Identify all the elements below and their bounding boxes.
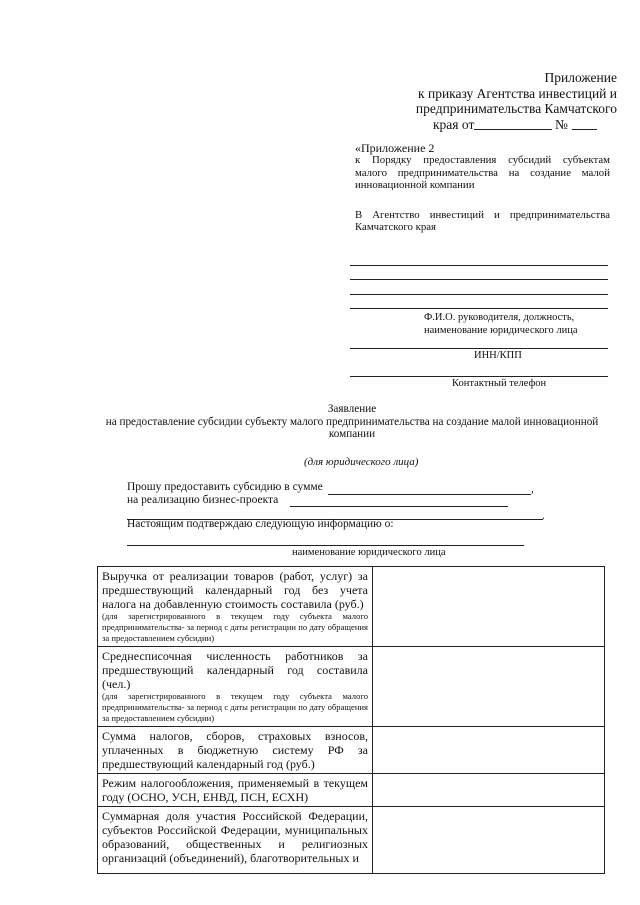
applicant-line-2[interactable] — [350, 279, 608, 280]
row-label: Выручка от реализации товаров (работ, услуг) за предшествующий календарный год без учета налога на добавленную стоимость составила (руб.) — [102, 569, 368, 611]
statement-subtitle-1: на предоставление субсидии субъекту малого предпринимательства на создание малой инновационной — [105, 415, 599, 428]
row-value-cell[interactable] — [373, 647, 605, 727]
for-legal-entity: (для юридического лица) — [304, 456, 419, 468]
inn-label: ИНН/КПП — [474, 350, 522, 361]
request-sum-label: Прошу предоставить субсидию в сумме — [127, 481, 323, 493]
row-label: Режим налогообложения, применяемый в текущем году (ОСНО, УСН, ЕНВД, ПСН, ЕСХН) — [102, 776, 368, 804]
addressee-line-2: Камчатского края — [355, 221, 437, 234]
phone-label: Контактный телефон — [452, 378, 547, 389]
addressee-block — [355, 209, 610, 234]
row-note: (для зарегистрированного в текущем году субъекта малого предпринимательства- за период с даты регистрации по дату обращения за предоставлением субсидии) — [102, 611, 368, 643]
order-line-1: к приказу Агентства инвестиций и — [418, 85, 617, 101]
appendix2-line-1: «Приложение 2 — [355, 141, 435, 155]
org-name-line[interactable] — [127, 545, 524, 546]
applicant-line-4[interactable] — [350, 308, 608, 309]
request-project-label: на реализацию бизнес-проекта — [127, 494, 279, 506]
appendix2-line-4: инновационной компании — [355, 179, 475, 192]
table-row — [98, 807, 605, 874]
order-line-2: предпринимательства Камчатского — [415, 101, 617, 116]
appendix2-line-3: малого предпринимательства на создание малой — [355, 166, 610, 179]
applicant-line-3[interactable] — [350, 294, 608, 295]
table-row — [98, 727, 605, 774]
header-block — [380, 70, 617, 117]
fio-caption — [424, 311, 578, 337]
order-number-line[interactable] — [572, 129, 597, 130]
row-label: Суммарная доля участия Российской Федерации, субъектов Российской Федерации, муниципальных образований, общественных и религиозных организаций (объединений), благотворительных и — [102, 809, 368, 865]
row-value-cell[interactable] — [373, 727, 605, 774]
phone-line[interactable] — [350, 376, 608, 377]
appendix2-block — [355, 142, 610, 192]
confirm-label: Настоящим подтверждаю следующую информацию о: — [127, 518, 394, 530]
info-table — [97, 566, 605, 874]
row-label-cell — [98, 774, 373, 807]
statement-block — [96, 403, 608, 441]
applicant-line-1[interactable] — [350, 265, 608, 266]
order-date-line[interactable] — [474, 129, 552, 130]
addressee-line-1: В Агентство инвестиций и предпринимательства — [355, 209, 610, 221]
table-row — [98, 647, 605, 727]
row-label: Среднесписочная численность работников за предшествующий календарный год составила (чел.) — [102, 649, 368, 691]
row-label: Сумма налогов, сборов, страховых взносов, уплаченных в бюджетную систему РФ за предшествующий календарный год (руб.) — [102, 729, 368, 771]
appendix2-line-2: к Порядку предоставления субсидий субъектам — [355, 154, 610, 167]
row-note: (для зарегистрированного в текущем году субъекта малого предпринимательства- за период с даты регистрации по дату обращения за предоставлением субсидии) — [102, 691, 368, 723]
row-label-cell — [98, 727, 373, 774]
fio-label: Ф.И.О. руководителя, должность, — [424, 312, 575, 323]
request-project-line[interactable] — [290, 506, 508, 507]
row-value-cell[interactable] — [373, 774, 605, 807]
request-sum-line[interactable] — [328, 494, 531, 495]
comma-1: , — [531, 483, 534, 495]
org-name-label: наименование юридического лица — [424, 325, 578, 336]
row-value-cell[interactable] — [373, 807, 605, 874]
statement-subtitle-2: компании — [328, 428, 376, 440]
row-label-cell — [98, 647, 373, 727]
org-name-caption: наименование юридического лица — [292, 547, 446, 558]
table-row — [98, 567, 605, 647]
order-number-label: № — [555, 117, 568, 132]
period-1: . — [542, 510, 545, 522]
inn-line[interactable] — [350, 348, 608, 349]
appendix-title: Приложение — [544, 70, 617, 85]
row-label-cell — [98, 807, 373, 874]
order-date-prefix: края от — [433, 117, 475, 132]
row-label-cell — [98, 567, 373, 647]
row-value-cell[interactable] — [373, 567, 605, 647]
table-row — [98, 774, 605, 807]
statement-title: Заявление — [327, 403, 377, 415]
